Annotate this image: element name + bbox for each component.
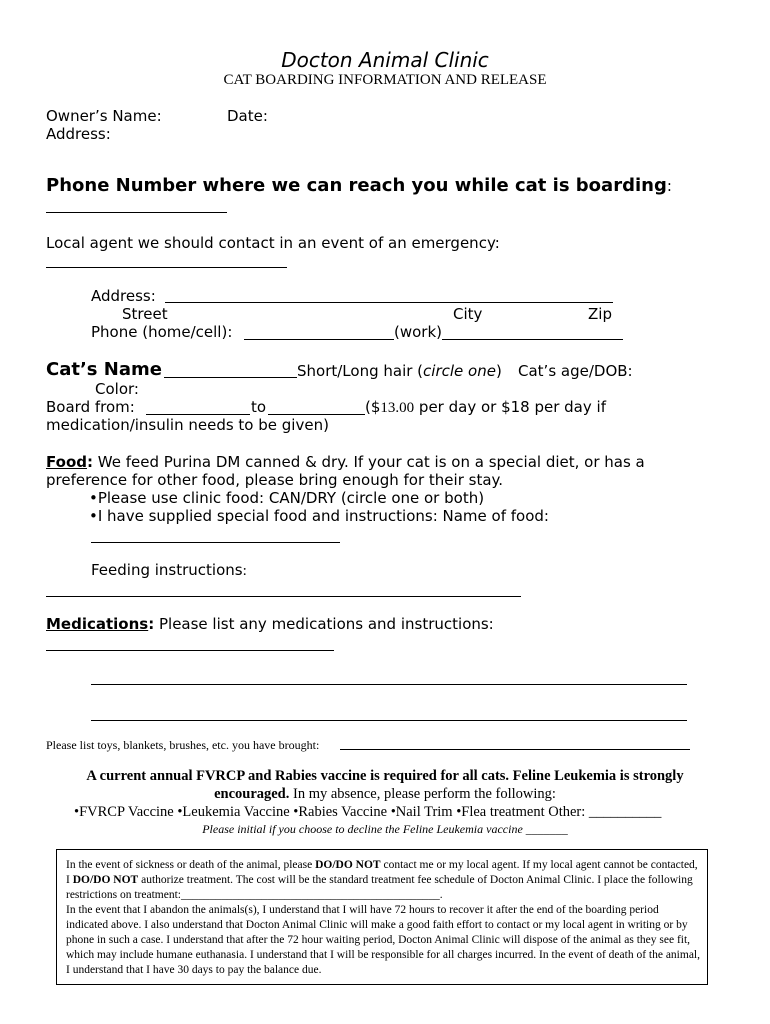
medications-colon: : (148, 615, 155, 633)
release-p1c: contact me or my local agent. If my local agent cannot be contacted, I (66, 859, 698, 886)
food-heading: Food (46, 453, 87, 471)
toys-line[interactable] (340, 749, 690, 750)
hair-label (297, 362, 502, 380)
agent-phone-label: Phone (home/cell): (91, 323, 233, 341)
owner-name-label: Owner’s Name: (46, 107, 162, 125)
phone-heading (46, 175, 672, 196)
agent-label: Local agent we should contact in an event of an emergency: (46, 234, 500, 252)
release-p1a: In the event of sickness or death of the animal, please (66, 859, 316, 871)
medications-line-2[interactable] (91, 684, 687, 685)
agent-phone-home-line[interactable] (244, 339, 394, 340)
food-line1 (46, 453, 645, 471)
cat-age-label: Cat’s age/DOB: (518, 362, 633, 380)
phone-heading-colon: : (666, 177, 672, 195)
city-label: City (453, 305, 483, 323)
release-text (66, 858, 700, 978)
board-rate-line2: medication/insulin needs to be given) (46, 416, 329, 434)
cat-name-label: Cat’s Name (46, 359, 162, 380)
medications-line-3[interactable] (91, 720, 687, 721)
medications-line (46, 615, 494, 633)
vaccine-absence-text: In my absence, please perform the following: (289, 786, 556, 802)
food-bullet-supplied[interactable]: •I have supplied special food and instructions: Name of food: (89, 507, 549, 525)
clinic-name: Docton Animal Clinic (281, 48, 489, 72)
cat-color-label: Color: (95, 380, 139, 398)
medications-label: Please list any medications and instructions: (154, 615, 494, 633)
vaccine-requirement: A current annual FVRCP and Rabies vaccine is required for all cats. Feline Leukemia is strongly (86, 768, 684, 784)
zip-label: Zip (588, 305, 612, 323)
board-to-label: to (251, 398, 267, 416)
hair-close-text: ) (495, 362, 502, 380)
release-treatment-choice[interactable]: DO/DO NOT (72, 874, 139, 886)
phone-line[interactable] (46, 212, 227, 213)
medications-line-1[interactable] (46, 650, 334, 651)
food-line1-text: We feed Purina DM canned & dry. If your cat is on a special diet, or has a (93, 453, 645, 471)
rate-rest: per day or $18 per day if (414, 398, 606, 416)
agent-address-label: Address: (91, 287, 156, 305)
board-from-line[interactable] (146, 414, 250, 415)
hair-circle-text: circle one (423, 362, 496, 380)
street-label: Street (122, 305, 168, 323)
vaccine-encouraged: encouraged. (214, 786, 290, 802)
feeding-label-text: Feeding instructions (91, 561, 243, 579)
feeding-label-colon: : (242, 563, 247, 579)
agent-address-line[interactable] (165, 302, 613, 303)
agent-work-label: (work) (394, 323, 443, 341)
feeding-line[interactable] (46, 596, 521, 597)
phone-heading-text: Phone Number where we can reach you while cat is boarding (46, 175, 667, 196)
medications-heading: Medications (46, 615, 149, 633)
release-p1e: authorize treatment. The cost will be the standard treatment fee schedule of Docton Animal Clinic. I place the following restrictions on treatment:_____________________________________________. (66, 874, 693, 901)
hair-label-text: Short/Long hair ( (297, 362, 424, 380)
food-name-line[interactable] (91, 542, 340, 543)
feeding-label (91, 561, 247, 580)
vaccine-absence-line (0, 786, 770, 803)
food-line2: preference for other food, please bring enough for their stay. (46, 471, 504, 489)
agent-phone-work-line[interactable] (442, 339, 623, 340)
leukemia-decline-note: Please initial if you choose to decline the Feline Leukemia vaccine _______ (202, 822, 568, 836)
owner-address-label: Address: (46, 125, 111, 143)
rate-open: ($ (365, 398, 381, 416)
board-rate (365, 398, 606, 417)
release-contact-choice[interactable]: DO/DO NOT (315, 859, 381, 871)
release-box (56, 849, 708, 985)
date-label: Date: (227, 107, 268, 125)
vaccine-options[interactable]: •FVRCP Vaccine •Leukemia Vaccine •Rabies Vaccine •Nail Trim •Flea treatment Other: __________ (74, 804, 662, 820)
food-bullet-clinic[interactable]: •Please use clinic food: CAN/DRY (circle one or both) (89, 489, 485, 507)
cat-name-line[interactable] (164, 377, 297, 378)
toys-label: Please list toys, blankets, brushes, etc. you have brought: (46, 738, 320, 752)
food-heading-colon: : (87, 453, 93, 471)
board-to-line[interactable] (268, 414, 365, 415)
form-title: CAT BOARDING INFORMATION AND RELEASE (223, 72, 547, 88)
rate-amount: 13.00 (380, 400, 415, 416)
release-p2: In the event that I abandon the animals(s), I understand that I will have 72 hours to recover it after the end of the boarding period indicated above. I also understand that Docton Animal Clinic will make a good faith effort to contact or my local agent in writing or by phone in such a case. I understand that after the 72 hour waiting period, Docton Animal Clinic will dispose of the animal as they see fit, which may include humane euthanasia. I understand that I will be responsible for all charges incurred. In the event of death of the animal, I understand that I have 30 days to pay the balance due. (66, 904, 700, 976)
board-from-label: Board from: (46, 398, 135, 416)
agent-name-line[interactable] (46, 267, 287, 268)
